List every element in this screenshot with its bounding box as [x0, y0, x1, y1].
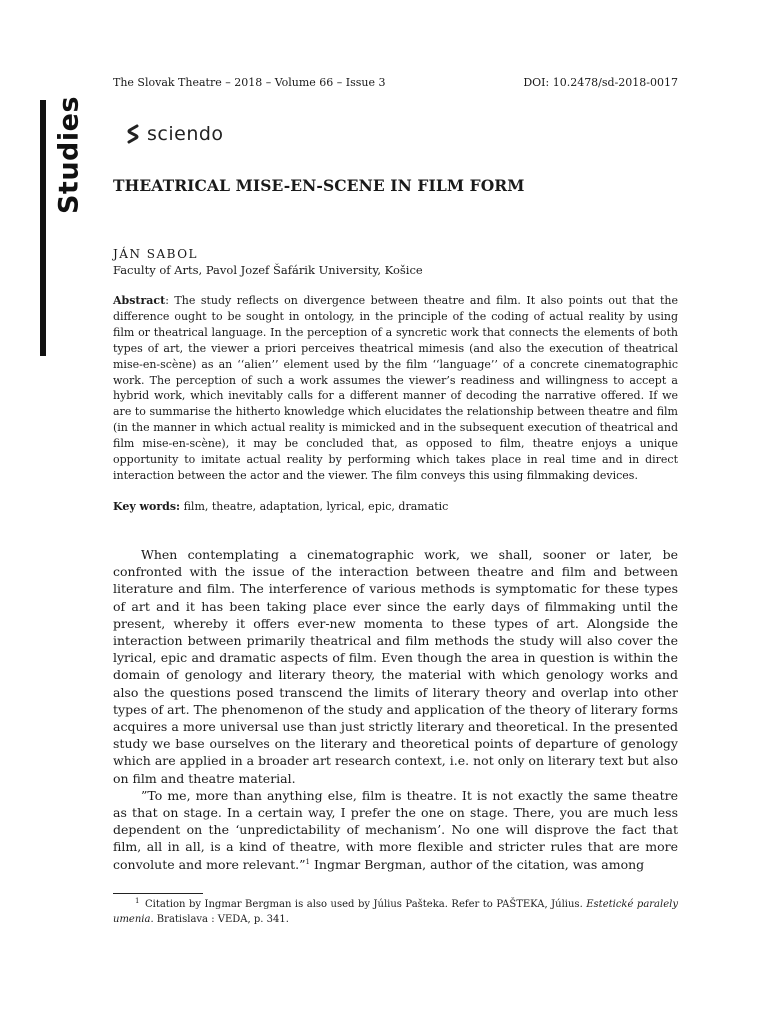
abstract-label: Abstract [113, 294, 166, 307]
author-name: JÁN SABOL [113, 247, 199, 261]
keywords [113, 500, 678, 513]
body-paragraph-1: When contemplating a cinematographic work, we shall, sooner or later, be confronted with the issue of the interaction between theatre and film and between literature and film. The interference of various methods is symptomatic for these types of art and it has been taking place ever since the early days of filmmaking until the present, whereby it offers ever-new momenta to these types of art. Alongside the interaction between primarily theatrical and film methods the study will also cover the lyrical, epic and dramatic aspects of film. Even though the area in question is within the domain of genology and literary theory, the material with which genology works and also the questions posed transcend the limits of literary theory and overlap into other types of art. The phenomenon of the study and application of the theory of literary forms acquires a more universal use than just strictly literary and theoretical. In the presented study we base ourselves on the literary and theoretical points of departure of genology which are applied in a broader art research context, i.e. not only on literary text but also on film and theatre material. [113, 547, 678, 786]
keywords-label: Key words: [113, 500, 181, 513]
running-header [113, 76, 678, 89]
body-text [113, 546, 678, 873]
body-paragraph-2-cont: Ingmar Bergman, author of the citation, was among [310, 856, 645, 872]
abstract-text: : The study reflects on divergence between theatre and film. It also points out that the difference ought to be sought in ontology, in the principle of the coding of actual reality by using film or theatrical language. In the perception of a syncretic work that connects the elements of both types of art, the viewer a priori perceives theatrical mimesis (and also the execution of theatrical mise-en-scène) as an ‘‘alien’’ element used by the film ‘‘language’’ of a concrete cinematographic work. The perception of such a work assumes the viewer’s readiness and willingness to accept a hybrid work, which inevitably calls for a different manner of decoding the narrative offered. If we are to summarise the hitherto knowledge which elucidates the relationship between theatre and film (in the manner in which actual reality is mimicked and in the subsequent execution of theatrical and film mise-en-scène), it may be concluded that, as opposed to film, theatre enjoys a unique opportunity to imitate actual reality by performing which takes place in real time and in direct interaction between the actor and the viewer. The film conveys this using filmmaking devices. [113, 294, 678, 482]
footnote-number: 1 [135, 896, 140, 905]
footnote-ref[interactable]: 1 [305, 857, 310, 866]
footnote [113, 897, 678, 927]
article-title: THEATRICAL MISE-EN-SCENE IN FILM FORM [113, 176, 525, 195]
keywords-text: film, theatre, adaptation, lyrical, epic, dramatic [180, 500, 449, 513]
section-label [38, 95, 100, 215]
footnote-text-end: . Bratislava : VEDA, p. 341. [150, 914, 289, 925]
footnote-divider [113, 893, 203, 894]
footnote-book-title: Estetické paralely umenia [113, 899, 678, 925]
sciendo-logo-icon [126, 124, 140, 144]
section-label-text: Studies [53, 95, 85, 215]
author-affiliation: Faculty of Arts, Pavol Jozef Šafárik University, Košice [113, 263, 423, 277]
body-paragraph-2-quote: ”To me, more than anything else, film is theatre. It is not exactly the same theatre as that on stage. In a certain way, I prefer the one on stage. There, you are much less dependent on the ‘unpredictability of mechanism’. No one will disprove the fact that film, all in all, is a kind of theatre, with more flexible and stricter rules that are more convolute and more relevant.” [113, 787, 678, 872]
footnote-text-plain: Citation by Ingmar Bergman is also used by Július Pašteka. Refer to PAŠTEKA, Július. [141, 899, 587, 910]
body-paragraph-2 [113, 787, 678, 873]
footnote-text [113, 897, 678, 927]
abstract [113, 293, 678, 484]
journal-line: The Slovak Theatre – 2018 – Volume 66 – Issue 3 [113, 76, 386, 89]
publisher-logo-text: sciendo [147, 123, 224, 145]
doi: DOI: 10.2478/sd-2018-0017 [523, 76, 678, 89]
publisher-logo [126, 123, 224, 145]
